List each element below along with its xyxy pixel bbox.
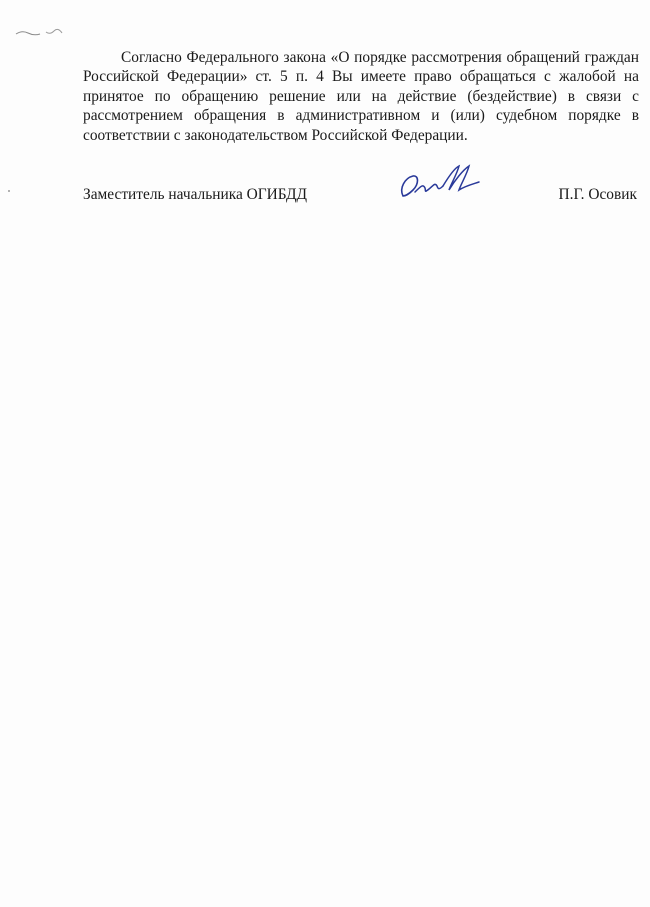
letter-paragraph: Согласно Федерального закона «О порядке рассмотрения обращений граждан Российской Федерации» ст. 5 п. 4 Вы имеете право обращаться с жалобой на принятое по обращению решение или на действие (бездействие) в связи с рассмотрением обращения в административном и (или) судебном порядке в соответствии с законодательством Российской Федерации.: [83, 49, 639, 144]
handwritten-signature-icon: [397, 162, 487, 206]
signer-name: П.Г. Осовик: [558, 186, 637, 203]
scan-dot: [8, 190, 10, 192]
scan-artifact-mark: [14, 24, 64, 40]
signer-position: Заместитель начальника ОГИБДД: [83, 186, 308, 203]
signature-block: [83, 182, 639, 222]
